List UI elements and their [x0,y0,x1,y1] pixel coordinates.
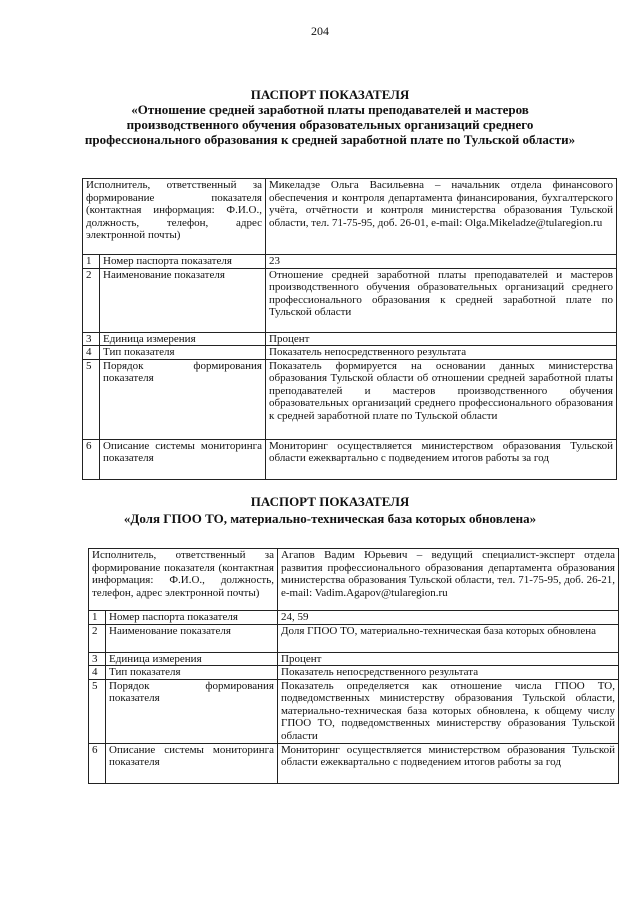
row-value: Мониторинг осуществляется министерством образования Тульской области ежеквартально с подведением итогов работы за год [266,439,617,479]
row-label: Номер паспорта показателя [106,611,278,625]
row-number: 2 [89,624,106,652]
table-row [83,255,617,269]
row-number: 6 [89,743,106,783]
row-value: Доля ГПОО ТО, материально-техническая база которых обновлена [278,624,619,652]
row-value: Отношение средней заработной платы преподавателей и мастеров производственного обучения образовательных организаций среднего профессионального образования к средней заработной плате по Тульской области [266,268,617,332]
table-row [89,611,619,625]
table-row [83,439,617,479]
row-value: Мониторинг осуществляется министерством образования Тульской области ежеквартально с подведением итогов работы за год [278,743,619,783]
row-number: 5 [89,679,106,743]
row-number: 2 [83,268,100,332]
row-label: Единица измерения [100,332,266,346]
passport1-table [82,178,617,480]
row-label: Описание системы мониторинга показателя [106,743,278,783]
passport2-table [88,548,619,784]
row-value: 24, 59 [278,611,619,625]
row-label: Единица измерения [106,652,278,666]
executor-value: Микеладзе Ольга Васильевна – начальник отдела финансового обеспечения и контроля департамента финансирования, бухгалтерского учёта, отчётности и контроля министерства образования Тульской области, тел. 71-75-95, доб. 26-01, e-mail: Olga.Mikeladze@tularegion.ru [266,179,617,255]
row-label: Порядок формирования показателя [106,679,278,743]
row-label: Наименование показателя [100,268,266,332]
row-number: 1 [89,611,106,625]
row-value: Показатель определяется как отношение числа ГПОО ТО, подведомственных министерству образования Тульской области, материально-техническая база которых обновлена, к общему числу ГПОО ТО, подведомственных министерству образования Тульской области [278,679,619,743]
row-label: Порядок формирования показателя [100,359,266,439]
row-number: 5 [83,359,100,439]
row-label: Наименование показателя [106,624,278,652]
row-number: 1 [83,255,100,269]
row-label: Описание системы мониторинга показателя [100,439,266,479]
passport2-title: ПАСПОРТ ПОКАЗАТЕЛЯ [250,494,410,509]
executor-value: Агапов Вадим Юрьевич – ведущий специалист-эксперт отдела развития профессионального образования департамента образования министерства образования Тульской области, тел. 71-75-95, доб. 26-21, e-mail: Vadim.Agapov@tularegion.ru [278,549,619,611]
executor-label: Исполнитель, ответственный за формирование показателя (контактная информация: Ф.И.О., должность, телефон, адрес электронной почты) [89,549,278,611]
row-value: 23 [266,255,617,269]
row-number: 4 [89,666,106,680]
table-row [83,359,617,439]
table-row [83,268,617,332]
table-row [89,679,619,743]
passport2-subtitle: «Доля ГПОО ТО, материально-техническая база которых обновлена» [123,511,537,526]
executor-row [89,549,619,611]
row-number: 4 [83,346,100,360]
table-row [83,332,617,346]
row-value: Показатель формируется на основании данных министерства образования Тульской области об отношении средней заработной платы преподавателей и мастеров производственного обучения образовательных организаций среднего профессионального образования к средней заработной плате по Тульской области [266,359,617,439]
row-number: 6 [83,439,100,479]
row-value: Показатель непосредственного результата [266,346,617,360]
table-row [83,346,617,360]
row-value: Показатель непосредственного результата [278,666,619,680]
executor-label: Исполнитель, ответственный за формирование показателя (контактная информация: Ф.И.О., должность, телефон, адрес электронной почты) [83,179,266,255]
row-value: Процент [266,332,617,346]
page-number: 204 [311,24,329,38]
table-row [89,666,619,680]
executor-row [83,179,617,255]
passport1-title: ПАСПОРТ ПОКАЗАТЕЛЯ [250,87,410,102]
row-number: 3 [83,332,100,346]
row-label: Номер паспорта показателя [100,255,266,269]
table-row [89,624,619,652]
passport1-subtitle: «Отношение средней заработной платы преподавателей и мастеров производственного обучения образовательных организаций среднего профессионального образования к средней заработной плате по Тульской области» [84,102,576,147]
table-row [89,652,619,666]
row-label: Тип показателя [106,666,278,680]
table-row [89,743,619,783]
row-number: 3 [89,652,106,666]
row-label: Тип показателя [100,346,266,360]
row-value: Процент [278,652,619,666]
